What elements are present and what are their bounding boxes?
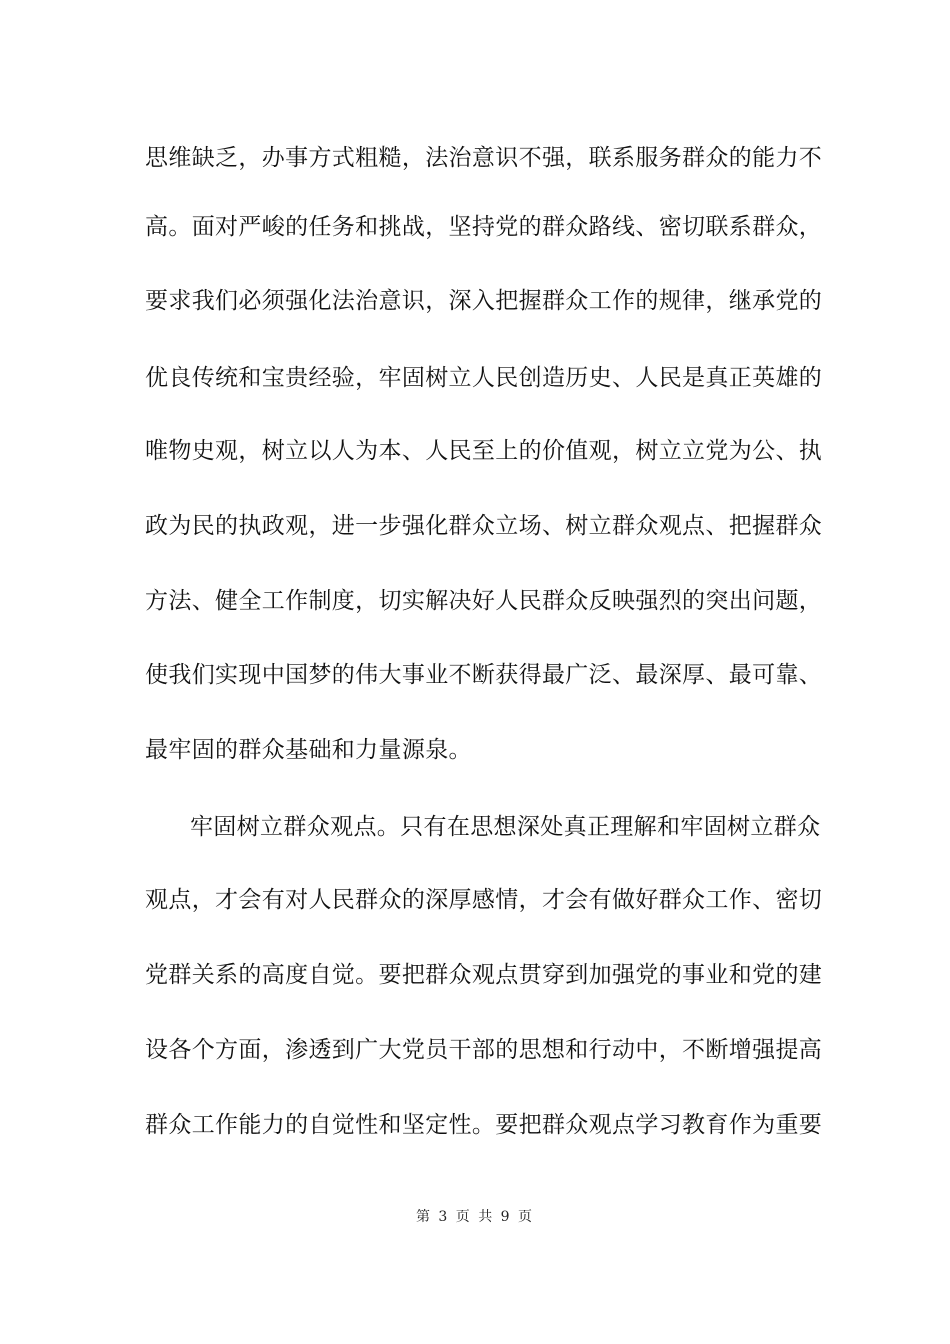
page-number-footer: [0, 1208, 950, 1226]
page-number-label: 第 3 页 共 9 页: [415, 1209, 535, 1225]
paragraph-1-line-9: 最牢固的群众基础和力量源泉。: [145, 737, 472, 763]
paragraph-2-line-4: 设各个方面，渗透到广大党员干部的思想和行动中，不断增强提高: [145, 1037, 823, 1063]
paragraph-1-line-1: 思维缺乏，办事方式粗糙，法治意识不强，联系服务群众的能力不: [145, 145, 823, 171]
paragraph-1-line-6: 政为民的执政观，进一步强化群众立场、树立群众观点、把握群众: [145, 513, 823, 539]
paragraph-1-line-4: 优良传统和宝贵经验，牢固树立人民创造历史、人民是真正英雄的: [145, 365, 823, 391]
paragraph-2-line-3: 党群关系的高度自觉。要把群众观点贯穿到加强党的事业和党的建: [145, 962, 823, 988]
paragraph-1-line-8: 使我们实现中国梦的伟大事业不断获得最广泛、最深厚、最可靠、: [145, 662, 823, 688]
paragraph-2-line-5: 群众工作能力的自觉性和坚定性。要把群众观点学习教育作为重要: [145, 1112, 823, 1138]
paragraph-1-line-3: 要求我们必须强化法治意识，深入把握群众工作的规律，继承党的: [145, 288, 823, 314]
paragraph-2-line-1: 牢固树立群众观点。只有在思想深处真正理解和牢固树立群众: [190, 814, 821, 840]
paragraph-1-line-7: 方法、健全工作制度，切实解决好人民群众反映强烈的突出问题，: [145, 588, 823, 614]
paragraph-1-line-2: 高。面对严峻的任务和挑战，坚持党的群众路线、密切联系群众，: [145, 214, 823, 240]
paragraph-2-line-2: 观点，才会有对人民群众的深厚感情，才会有做好群众工作、密切: [145, 887, 823, 913]
paragraph-1-line-5: 唯物史观，树立以人为本、人民至上的价值观，树立立党为公、执: [145, 438, 823, 464]
